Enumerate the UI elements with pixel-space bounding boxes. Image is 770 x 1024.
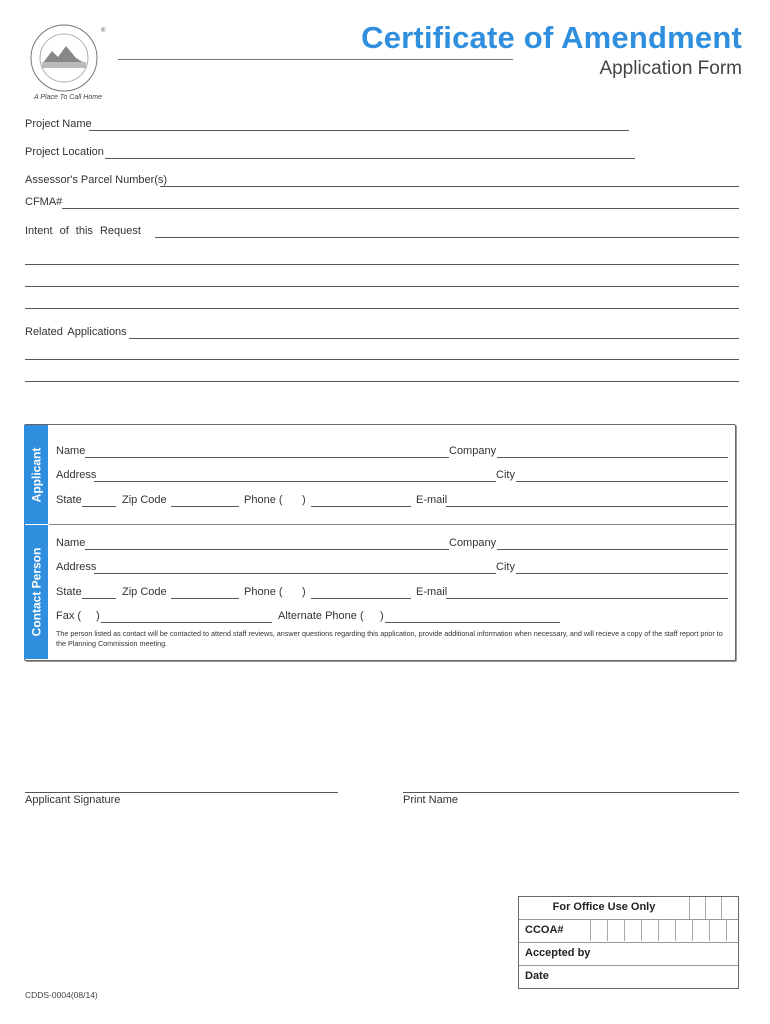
applicant-email-field[interactable] (446, 506, 728, 507)
intent-field-line-3[interactable] (25, 286, 739, 287)
office-row-divider (519, 942, 738, 943)
ccoa-label: CCOA# (525, 924, 564, 936)
applicant-zip-label: Zip Code (122, 494, 167, 506)
ccoa-number-cells[interactable] (574, 919, 738, 941)
applicant-phone-close: ) (302, 494, 306, 506)
project-location-label: Project Location (25, 146, 104, 158)
office-use-box (518, 896, 739, 989)
applicant-city-label: City (496, 469, 515, 481)
cfma-label: CFMA# (25, 196, 63, 208)
related-applications-line-2[interactable] (25, 359, 739, 360)
header-rule (118, 59, 513, 60)
contact-phone-close: ) (302, 586, 306, 598)
applicant-city-field[interactable] (516, 481, 728, 482)
cfma-field[interactable] (62, 208, 739, 209)
contact-city-field[interactable] (516, 573, 728, 574)
parcel-number-field[interactable] (160, 186, 739, 187)
page-title: Certificate of Amendment (361, 20, 742, 55)
applicant-phone-label: Phone ( (244, 494, 283, 506)
contact-email-field[interactable] (446, 598, 728, 599)
applicant-phone-field[interactable] (311, 506, 411, 507)
applicant-state-label: State (56, 494, 82, 506)
contact-note: The person listed as contact will be contacted to attend staff reviews, answer questions regarding this application, provide additional information when necessary, and will recieve a copy of the staff report prior to the Planning Commission meeting. (56, 629, 723, 648)
applicant-tab: Applicant (24, 425, 48, 524)
contact-address-label: Address (56, 561, 97, 573)
contact-zip-label: Zip Code (122, 586, 167, 598)
project-location-field[interactable] (105, 158, 635, 159)
applicant-zip-field[interactable] (171, 506, 239, 507)
office-row-divider (519, 965, 738, 966)
page-subtitle: Application Form (599, 58, 742, 79)
contact-name-label: Name (56, 537, 86, 549)
project-name-label: Project Name (25, 118, 92, 130)
contact-phone-field[interactable] (311, 598, 411, 599)
contact-email-label: E-mail (416, 586, 448, 598)
related-applications-label: Related Applications (25, 326, 127, 338)
applicant-address-label: Address (56, 469, 97, 481)
related-applications-line-3[interactable] (25, 381, 739, 382)
applicant-email-label: E-mail (416, 494, 448, 506)
intent-field-line-4[interactable] (25, 308, 739, 309)
contact-state-field[interactable] (82, 598, 116, 599)
intent-field[interactable] (155, 237, 739, 238)
contact-fax-close: ) (96, 610, 100, 622)
print-name-label: Print Name (403, 794, 459, 806)
applicant-name-label: Name (56, 445, 86, 457)
svg-text:®: ® (101, 28, 106, 34)
city-seal-icon (16, 18, 116, 106)
date-label: Date (525, 970, 549, 982)
contact-fax-label: Fax ( (56, 610, 82, 622)
logo-tagline: A Place To Call Home (34, 94, 102, 101)
contact-state-label: State (56, 586, 82, 598)
office-cell-divider (721, 897, 722, 919)
applicant-signature-field[interactable] (25, 792, 338, 793)
contact-alt-phone-close: ) (380, 610, 384, 622)
applicant-address-field[interactable] (94, 481, 496, 482)
contact-alt-phone-field[interactable] (385, 622, 560, 623)
intent-field-line-2[interactable] (25, 264, 739, 265)
contact-person-tab: Contact Person (24, 525, 48, 659)
parcel-number-label: Assessor's Parcel Number(s) (25, 174, 168, 186)
contact-phone-label: Phone ( (244, 586, 283, 598)
office-cell-divider (689, 897, 690, 919)
office-use-header: For Office Use Only (552, 901, 656, 913)
section-divider (49, 524, 735, 525)
office-cell-divider (705, 897, 706, 919)
contact-city-label: City (496, 561, 515, 573)
applicant-signature-label: Applicant Signature (25, 794, 121, 806)
contact-alt-phone-label: Alternate Phone ( (278, 610, 364, 622)
applicant-name-field[interactable] (85, 457, 449, 458)
applicant-state-field[interactable] (82, 506, 116, 507)
print-name-field[interactable] (403, 792, 739, 793)
contact-zip-field[interactable] (171, 598, 239, 599)
contact-address-field[interactable] (94, 573, 496, 574)
form-code: CDDS-0004(08/14) (25, 990, 98, 1000)
contact-fax-field[interactable] (101, 622, 272, 623)
project-name-field[interactable] (89, 130, 629, 131)
related-applications-field[interactable] (129, 338, 739, 339)
applicant-company-label: Company (449, 445, 497, 457)
applicant-contact-box (24, 424, 736, 661)
applicant-company-field[interactable] (497, 457, 728, 458)
contact-company-field[interactable] (497, 549, 728, 550)
accepted-by-label: Accepted by (525, 947, 591, 959)
intent-label: Intent of this Request (25, 225, 141, 237)
city-logo (16, 18, 116, 106)
contact-name-field[interactable] (85, 549, 449, 550)
contact-company-label: Company (449, 537, 497, 549)
